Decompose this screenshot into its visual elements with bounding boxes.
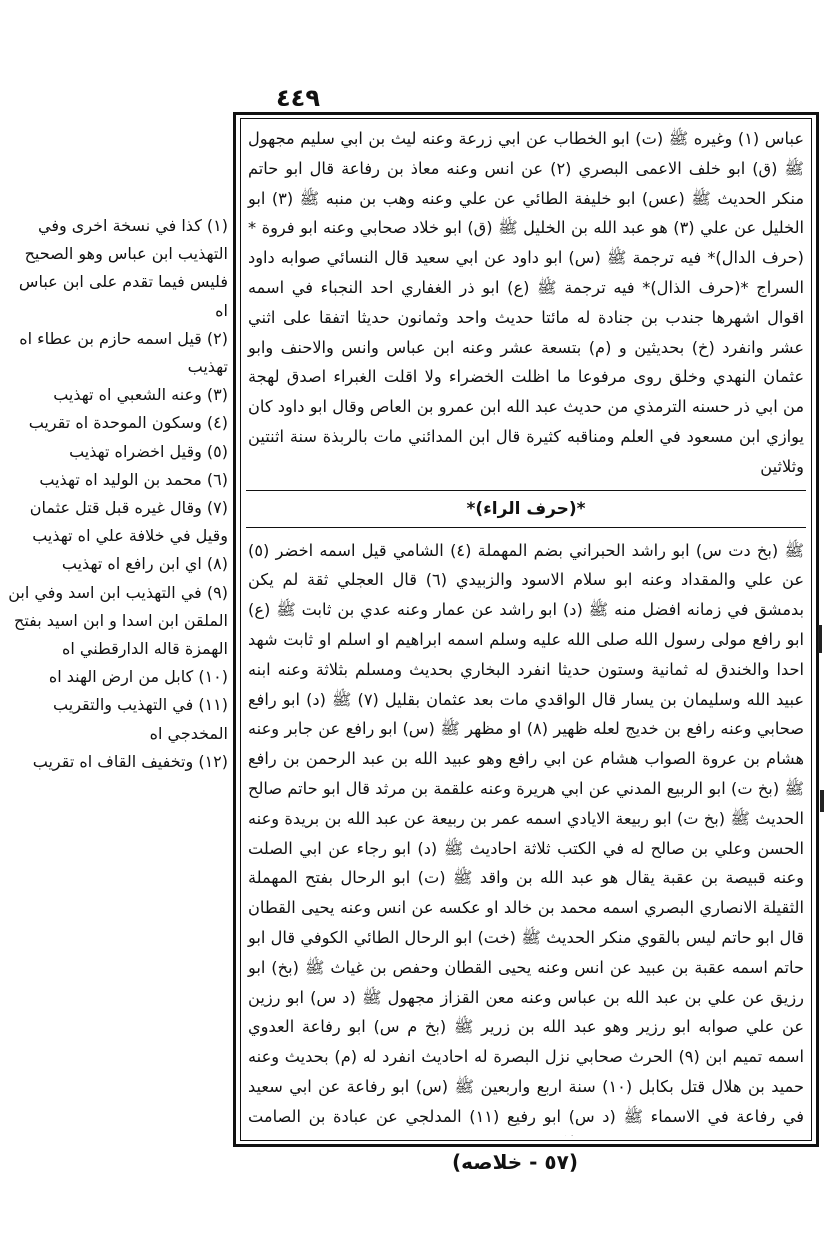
main-paragraph-1: عباس (١) وغيره ﷺ (ت) ابو الخطاب عن ابي زرعة وعنه ليث بن ابي سليم مجهول ﷺ (ق) ابو خلف الاعمى البصري (٢) عن انس وعنه معاذ بن رفاعة قال ابو حاتم منكر الحديث ﷺ (عس) ابو خليفة الطائي عن علي وعنه وهب بن منبه ﷺ (٣) ابو الخليل عن علي (٣) هو عبد الله بن الخليل ﷺ (ق) ابو خلاد صحابي وعنه ابو فروة *(حرف الدال)* فيه ترجمة ﷺ (س) ابو داود عن ابي سعيد قال النسائي صوابه داود السراج *(حرف الذال)* فيه ترجمة ﷺ (ع) ابو ذر الغفاري احد النجباء في اسمه اقوال اشهرها جندب بن جنادة له مائتا حديث واحد وثمانون حديثا اتفقا على اثني عشر وانفرد (خ) بحديثين و (م) بتسعة عشر وعنه ابن عباس وانس والاحنف وابو عثمان النهدي وخلق روى مرفوعا ما اظلت الخضراء ولا اقلت الغبراء اصدق لهجة من ابي ذر حسنه الترمذي من حديث عبد الله ابن عمرو بن العاص وقال ابو داود كان يوازي ابن مسعود في العلم ومناقبه كثيرة قال ابن المدائني مات بالربذة سنة اثنتين وثلاثين [248, 129, 805, 476]
section-title-ra: *(حرف الراء)* [246, 490, 806, 528]
scan-edge-mark [818, 625, 822, 653]
main-paragraph-2: ﷺ (بخ دت س) ابو راشد الحبراني بضم المهملة (٤) الشامي قيل اسمه اخضر (٥) عن علي والمقداد وعنه ابو سلام الاسود والزبيدي (٦) قال العجلي ثقة لم يكن بدمشق في زمانه افضل منه ﷺ (د) ابو راشد عن عمار وعنه عدي بن ثابت ﷺ (ع) ابو رافع مولى رسول الله صلى الله عليه وسلم اسمه ابراهيم او اسلم او ثابت شهد احدا والخندق له ثمانية وستون حديثا انفرد البخاري بحديث ومسلم بثلاثة وعنه ابنه عبيد الله وسليمان بن يسار قال الواقدي مات بعد عثمان بقليل (٧) ﷺ (د) ابو رافع صحابي وعنه رافع بن خديج لعله ظهير (٨) او مظهر ﷺ (س) ابو رافع عن جابر وعنه هشام بن عروة الصواب هشام عن ابي رافع وهو عبيد الله بن عبد الرحمن بن رافع ﷺ (بخ ت) ابو الربيع المدني عن ابي هريرة وعنه علقمة بن مرثد قال ابو حاتم صالح الحديث ﷺ (بخ ت) ابو ربيعة الايادي اسمه عمر بن ربيعة عن عبد الله بن بريدة وعنه الحسن وعلي بن صالح له في الكتب ثلاثة احاديث ﷺ (د) ابو رجاء عن ابي الصلت وعنه قبيصة بن عقبة يقال هو عبد الله بن واقد ﷺ (ت) ابو الرحال بفتح المهملة الثقيلة الانصاري البصري اسمه محمد بن خالد او عكسه عن انس وعنه يحيى القطان قال ابو حاتم ليس بالقوي منكر الحديث ﷺ (خت) ابو الرحال الطائي الكوفي قال ابو حاتم اسمه عقبة بن عبيد عن انس وعنه يحيى القطان وحفص بن غياث ﷺ (بخ) ابو رزيق عن علي بن عبد الله بن عباس وعنه معن القزاز مجهول ﷺ (د س) ابو رزين عن علي صوابه ابو رزير وهو عبد الله بن زرير ﷺ (بخ م س) ابو رفاعة العدوي اسمه تميم ابن (٩) الحرث صحابي نزل البصرة له احاديث انفرد له (م) بحديث وعنه حميد بن هلال قتل بكابل (١٠) سنة اربع واربعين ﷺ (س) ابو رفاعة عن ابي سعيد في رفاعة في الاسماء ﷺ (د س) ابو رفيع (١١) المدلجي عن عبادة بن الصامت [248, 540, 805, 1126]
footnote-1: (١) كذا في نسخة اخرى وفي التهذيب ابن عباس وهو الصحيح فليس فيما تقدم على ابن عباس اه [18, 216, 228, 320]
footnote-11: (١١) في التهذيب والتقريب المخدجي اه [53, 695, 228, 743]
footnote-10: (١٠) كابل من ارض الهند اه [48, 667, 228, 687]
footnote-7: (٧) وقال غيره قبل قتل عثمان وقيل في خلافة علي اه تهذيب [29, 498, 228, 546]
footnotes-column [6, 212, 228, 912]
page-number: ٤٤٩ [276, 84, 320, 112]
footnote-9: (٩) في التهذيب ابن اسد وفي ابن الملقن ابن اسدا و ابن اسيد بفتح الهمزة قاله الدارقطني اه [8, 582, 228, 659]
main-text-block [246, 124, 806, 1136]
scan-edge-mark [820, 790, 824, 812]
page-footer: (٥٧ - خلاصه) [452, 1150, 578, 1174]
footnote-6: (٦) محمد بن الوليد اه تهذيب [39, 469, 228, 489]
footnote-5: (٥) وقيل اخضراه تهذيب [69, 441, 228, 461]
footnote-8: (٨) اي ابن رافع اه تهذيب [61, 554, 228, 574]
footnote-12: (١٢) وتخفيف القاف اه تقريب [32, 751, 228, 771]
footnote-2: (٢) قيل اسمه حازم بن عطاء اه تهذيب [19, 328, 228, 377]
footnote-4: (٤) وسكون الموحدة اه تقريب [28, 413, 228, 433]
footnote-3: (٣) وعنه الشعبي اه تهذيب [53, 385, 228, 405]
